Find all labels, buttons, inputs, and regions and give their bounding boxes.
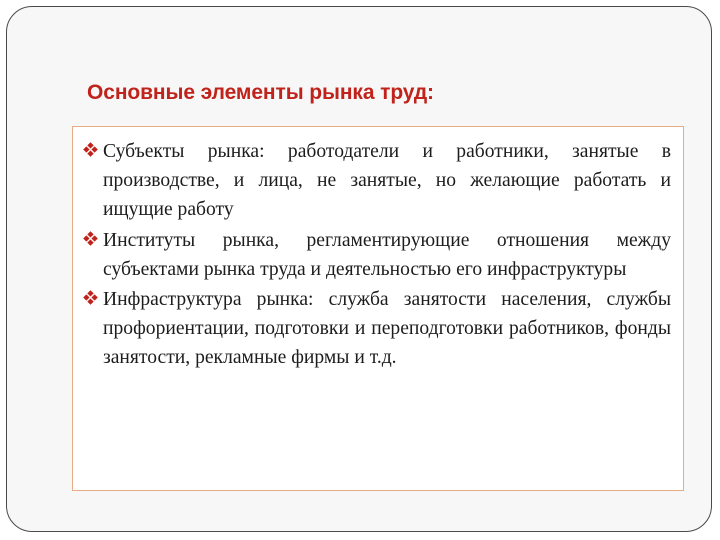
slide-title: Основные элементы рынка труд: [87,81,434,104]
diamond-bullet-icon [83,290,98,305]
diamond-bullet-icon [83,142,98,157]
bullet-text: Инфраструктура рынка: служба занятости населения, службы профориентации, подготовки и переподготовки работников, фонды занятости, рекламные фирмы и т.д. [103,289,671,369]
content-box [72,126,684,491]
bullet-text: Субъекты рынка: работодатели и работники, занятые в производстве, и лица, не занятые, но желающие работать и ищущие работу [103,141,671,221]
slide-frame [6,6,712,532]
bullet-text: Институты рынка, регламентирующие отношения между субъектами рынка труда и деятельностью его инфраструктуры [103,229,671,280]
diamond-bullet-icon [83,231,98,246]
bullet-item-subjects [81,137,671,225]
bullet-list [81,137,671,373]
bullet-item-infrastructure [81,285,671,373]
bullet-item-institutions [81,226,671,284]
